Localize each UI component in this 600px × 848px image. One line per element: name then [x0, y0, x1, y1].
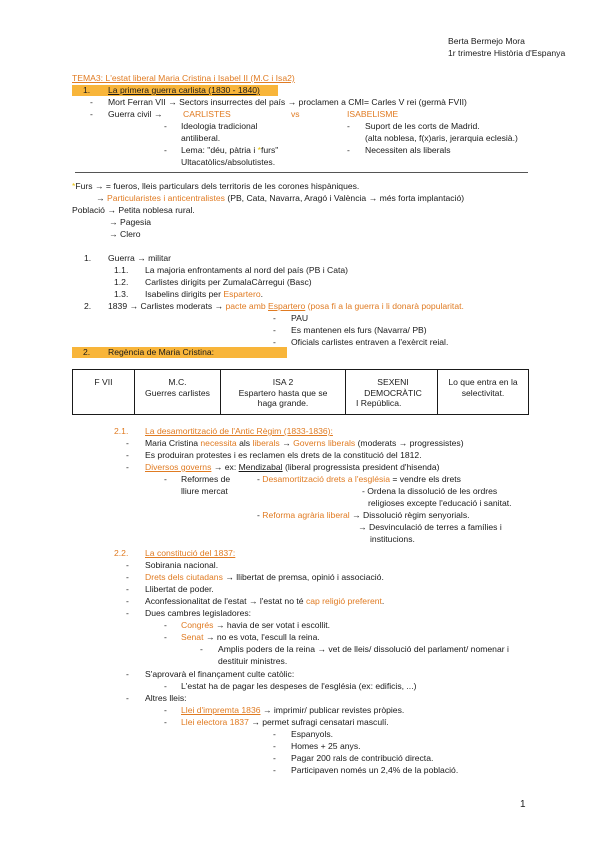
electora-pagar: Pagar 200 rals de contribució directa.	[291, 753, 434, 763]
carlistes-ideologia: Ideologia tradicional	[181, 121, 258, 131]
furs-definition: *Furs → = fueros, lleis particulars dels territoris de les corones hispàniques.	[72, 181, 360, 191]
s22-aconfessionalitat: Aconfessionalitat de l'estat → l'estat no té cap religió preferent.	[145, 596, 385, 606]
s1-guerra-civil: Guerra civil →	[108, 109, 163, 119]
document-title: TEMA3: L'estat liberal Maria Cristina i Isabel II (M.C i Isa2)	[72, 73, 295, 83]
section-2-highlight	[72, 347, 287, 358]
oficials-carlistes: Oficials carlistes entraven a l'exèrcit reial.	[291, 337, 449, 347]
section-1-number: 1.	[83, 85, 91, 95]
reformes-de: Reformes de	[181, 474, 231, 484]
desamortitzacio-drets: - Desamortització drets a l'església = vendre els drets	[257, 474, 461, 484]
isabelisme-noblesa: (alta noblesa, f(x)aris, jerarquia eclesià.)	[365, 133, 518, 143]
s22-llei-impremta: Llei d'impremta 1836 → imprimir/ publicar revistes pròpies.	[181, 705, 405, 715]
outline-1-3: Isabelins dirigits per Espartero.	[145, 289, 263, 299]
poblacio-noblesa: Població → Petita noblesa rural.	[72, 205, 195, 215]
carlistes-ultracatolics: Ultacatòlics/absolutistes.	[181, 157, 276, 167]
s21-governs: Diversos governs → ex: Mendizabal (liberal progressista president d'hisenda)	[145, 462, 440, 472]
s22-altres-lleis: Altres lleis:	[145, 693, 187, 703]
section-2-title: Regència de Maria Cristina:	[108, 347, 215, 357]
s22-destituir: destituir ministres.	[218, 656, 288, 666]
section-2-number: 2.	[83, 347, 91, 357]
furs-particularistes: → Particularistes i anticentralistes (PB, Cata, Navarra, Aragó i València → més forta implantació)	[96, 193, 465, 203]
vs-label: vs	[291, 109, 300, 119]
outline-1839: 1839 → Carlistes moderats → pacte amb Espartero (posa fi a la guerra i li donarà popularitat.	[108, 301, 464, 311]
lliure-mercat: lliure mercat	[181, 486, 228, 496]
s22-sobirania: Sobirania nacional.	[145, 560, 219, 570]
s22-drets: Drets dels ciutadans → llibertat de premsa, opinió i associació.	[145, 572, 384, 582]
s22-despeses: L'estat ha de pagar les despeses de l'església (ex: edificis, ...)	[181, 681, 417, 691]
poblacio-pagesia: → Pagesia	[109, 217, 152, 227]
header-author: Berta Bermejo Mora	[448, 36, 525, 46]
page-number: 1	[520, 799, 526, 810]
header-course: 1r trimestre Història d'Espanya	[448, 48, 566, 58]
electora-espanyols: Espanyols.	[291, 729, 334, 739]
isabelisme-liberals: Necessiten als liberals	[365, 145, 451, 155]
carlistes-antiliberal: antiliberal.	[181, 133, 221, 143]
s22-financament: S'aprovarà el finançament culte catòlic:	[145, 669, 295, 679]
reforma-agraria: - Reforma agrària liberal → Dissolució règim senyorials.	[257, 510, 470, 520]
s22-cambres: Dues cambres legisladores:	[145, 608, 252, 618]
carlistes-lema: Lema: "déu, pàtria i *furs"	[181, 145, 279, 155]
s1-bullet-ferran: Mort Ferran VII → Sectors insurrectes del país → proclamen a CMI= Carles V rei (germà FVII)	[108, 97, 467, 107]
agr-desvinculacio: → Desvinculació de terres a famílies i	[358, 522, 502, 532]
s22-amplis-poders: Amplis poders de la reina → vet de lleis/ dissolució del parlament/ nomenar i	[218, 644, 509, 654]
section-2-1-title: La desamortització de l'Antic Règim (1833-1836):	[145, 426, 333, 436]
s22-llei-electora: Llei electora 1837 → permet sufragi censatari masculí.	[181, 717, 389, 727]
pau-item: PAU	[291, 313, 309, 323]
s22-congres: Congrés → havia de ser votat i escollit.	[181, 620, 331, 630]
electora-participaven: Participaven només un 2,4% de la població.	[291, 765, 459, 775]
table-cell-selectivitat: Lo que entra en la selectivitat.	[438, 370, 529, 415]
timeline-table	[72, 369, 529, 415]
outline-1-2: Carlistes dirigits per ZumalaCàrregui (Basc)	[145, 277, 312, 287]
desam-religioses: religioses excepte l'educació i sanitat.	[368, 498, 512, 508]
table-cell-isa2: ISA 2 Espartero hasta que se haga grande.	[221, 370, 346, 415]
outline-1-1: La majoria enfrontaments al nord del país (PB i Cata)	[145, 265, 349, 275]
isabelisme-suport: Suport de les corts de Madrid.	[365, 121, 480, 131]
carlistes-heading: CARLISTES	[183, 109, 231, 119]
s22-senat: Senat → no es vota, l'escull la reina.	[181, 632, 320, 642]
section-1-title: La primera guerra carlista (1830 - 1840)	[108, 85, 260, 95]
s22-llibertat-poder: Llibertat de poder.	[145, 584, 214, 594]
poblacio-clero: → Clero	[109, 229, 141, 239]
guerra-militar: Guerra → militar	[108, 253, 172, 263]
desam-ordena: - Ordena la dissolució de les ordres	[362, 486, 498, 496]
section-2-2-title: La constitució del 1837:	[145, 548, 236, 558]
table-cell-fvii: F VII	[73, 370, 135, 415]
divider-line	[75, 172, 528, 173]
furs-mantenen: Es mantenen els furs (Navarra/ PB)	[291, 325, 427, 335]
section-1-highlight	[72, 85, 278, 96]
table-cell-sexeni: SEXENI DEMOCRÀTIC I República.	[346, 370, 438, 415]
s21-maria-cristina: Maria Cristina necessita als liberals → Governs liberals (moderats → progressistes)	[145, 438, 464, 448]
electora-homes: Homes + 25 anys.	[291, 741, 361, 751]
table-cell-mc: M.C. Guerres carlistes	[135, 370, 221, 415]
agr-institucions: institucions.	[370, 534, 415, 544]
s21-protestes: Es produiran protestes i es reclamen els drets de la constitució del 1812.	[145, 450, 422, 460]
isabelisme-heading: ISABELISME	[347, 109, 399, 119]
